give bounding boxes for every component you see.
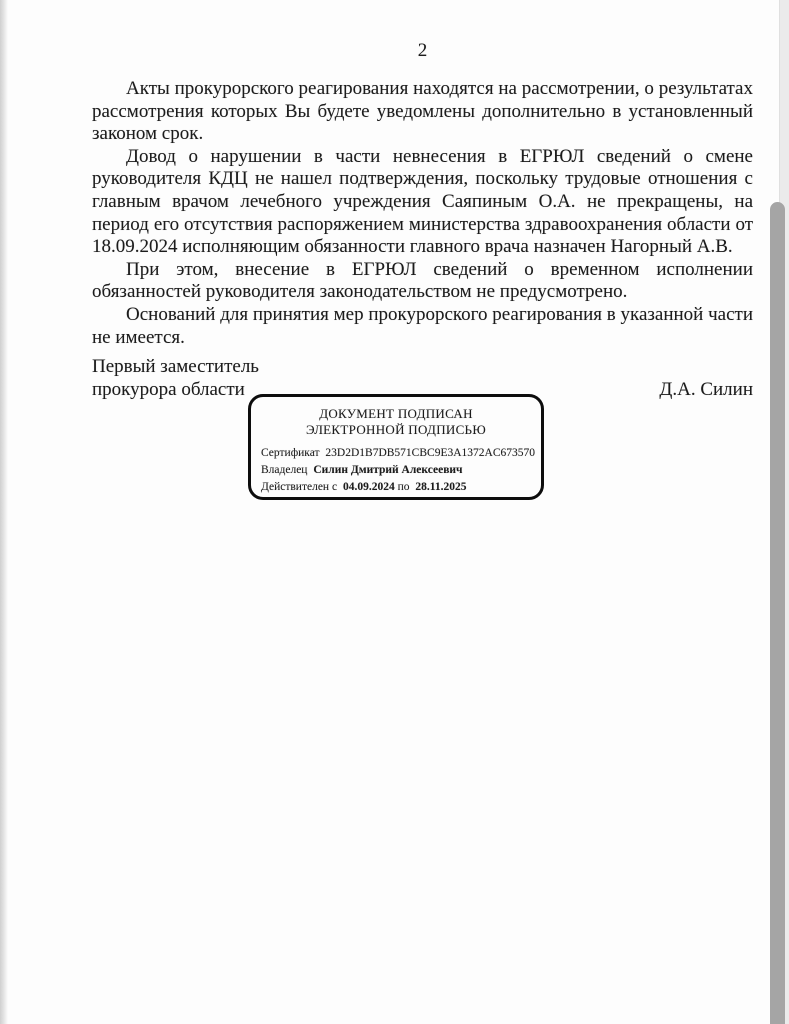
validity-from-date: 04.09.2024	[342, 481, 395, 493]
esign-stamp-title	[251, 406, 541, 438]
paragraph-acts: Акты прокурорского реагирования находятся на рассмотрении, о результатах рассмотрения которых Вы будете уведомлены дополнительно в установленный законом срок.	[92, 78, 753, 145]
esign-stamp	[248, 394, 544, 500]
owner-row	[261, 462, 533, 479]
owner-label: Владелец	[261, 464, 308, 476]
validity-to-date: 28.11.2025	[415, 481, 467, 493]
page-number: 2	[417, 40, 428, 61]
certificate-number: 23D2D1B7DB571CBC9E3A1372AC673570	[325, 447, 535, 459]
certificate-row	[261, 445, 533, 462]
document-body	[92, 78, 753, 349]
paragraph-temporary-duties: При этом, внесение в ЕГРЮЛ сведений о временном исполнении обязанностей руководителя законодательством не предусмотрено.	[92, 258, 753, 303]
signatory-name: Д.А. Силин	[659, 378, 753, 400]
paragraph-egrul-claim: Довод о нарушении в части невнесения в ЕГРЮЛ сведений о смене руководителя КДЦ не нашел подтверждения, поскольку трудовые отношения с главным врачом лечебного учреждения Саяпиным О.А. не прекращены, на период его отсутствия распоряжением министерства здравоохранения области от 18.09.2024 исполняющим обязанности главного врача назначен Нагорный А.В.	[92, 145, 753, 258]
signatory-position-line1: Первый заместитель	[92, 356, 259, 377]
esign-stamp-title-line2: ЭЛЕКТРОННОЙ ПОДПИСЬЮ	[306, 422, 486, 437]
validity-to-label: по	[397, 481, 410, 493]
esign-stamp-details	[261, 445, 533, 496]
scrollbar-thumb[interactable]	[770, 202, 785, 1024]
owner-name: Силин Дмитрий Алексеевич	[313, 464, 463, 476]
certificate-label: Сертификат	[261, 447, 320, 459]
signatory-position-line2: прокурора области	[92, 378, 245, 400]
validity-row	[261, 479, 533, 496]
signatory-position	[92, 356, 259, 401]
validity-label: Действителен с	[261, 481, 338, 493]
paragraph-no-grounds: Оснований для принятия мер прокурорского реагирования в указанной части не имеется.	[92, 303, 753, 348]
esign-stamp-title-line1: ДОКУМЕНТ ПОДПИСАН	[319, 406, 473, 421]
page-left-edge	[0, 0, 8, 1024]
